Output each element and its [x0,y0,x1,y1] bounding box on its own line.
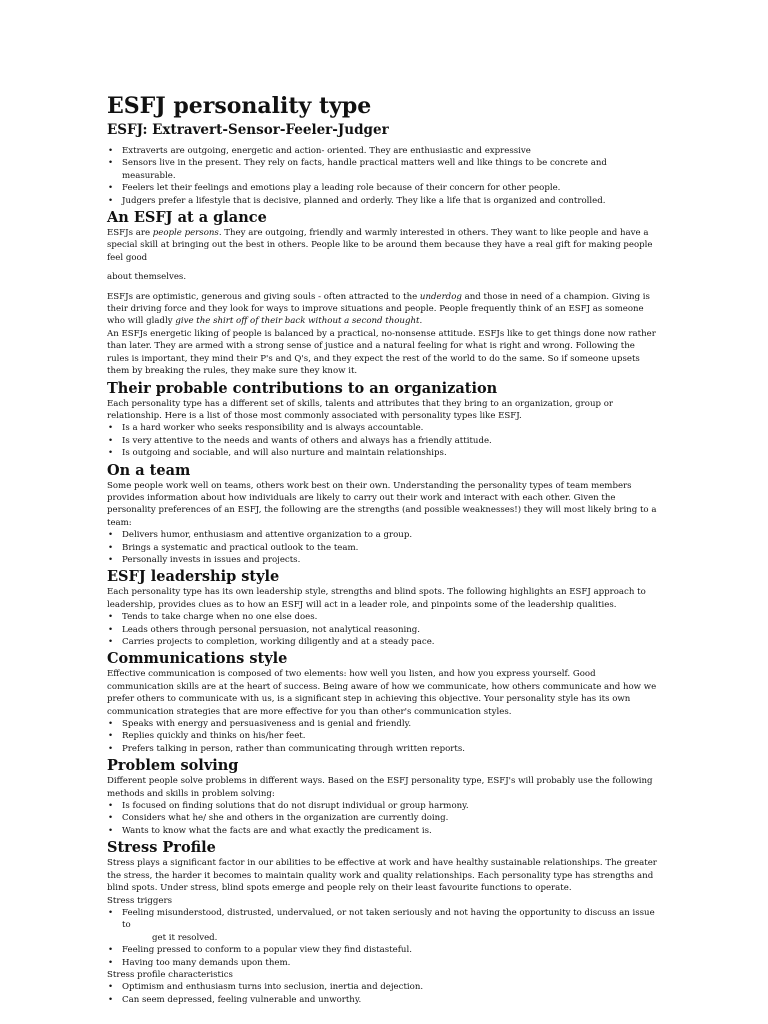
contributions-list [107,422,659,459]
list-item: • Tends to take charge when no one else does. [107,611,659,623]
stress-triggers-label: Stress triggers [107,895,173,906]
list-item: • Having too many demands upon them. [107,957,659,969]
list-item: • Is outgoing and sociable, and will also nurture and maintain relationships. [107,447,659,459]
team-text: Some people work well on teams, others work best on their own. Understanding the personality types of team members provides information about how individuals are likely to carry out their work and interact with each other. Given the personality preferences of an ESFJ, the following are the strengths (and possible weaknesses!) they will most likely bring to a team: [107,480,657,528]
section-heading-contributions: Their probable contributions to an organization [107,379,498,397]
text-run: ESFJs are optimistic, generous and giving souls - often attracted to the [107,291,420,302]
glance-paragraph-1 [107,227,659,264]
list-item: • Feeling pressed to conform to a popular view they find distasteful. [107,944,659,956]
section-heading-stress: Stress Profile [107,839,216,857]
list-item: • Personally invests in issues and projects. [107,554,659,566]
leadership-list [107,611,659,648]
text-run: ESFJs are [107,228,153,239]
glance-paragraph-3: An ESFJs energetic liking of people is balanced by a practical, no-nonsense attitude. ESFJs like to get things done now rather than later. They are armed with a strong sense of justice and a natural feeling for what is right and wrong. Following the rules is important, they mind their P's and Q's, and they expect the rest of the world to do the same. So if someone upsets them by breaking the rules, they make sure they know it. [107,328,656,377]
list-item: • Delivers humor, enthusiasm and attentive organization to a group. [107,529,659,541]
problem-list [107,800,659,837]
emphasis-text: underdog [419,291,462,302]
list-item: • Feelers let their feelings and emotions play a leading role because of their concern for other people. [107,182,659,194]
list-item: • Replies quickly and thinks on his/her feet. [107,730,659,742]
stress-text: Stress plays a significant factor in our abilities to be effective at work and have healthy sustainable relationships. The greater the stress, the harder it becomes to maintain quality work and quality relationships. Each personality type has strengths and blind spots. Under stress, blind spots emerge and people rely on their least favourite functions to operate. [107,858,657,894]
communications-list [107,718,659,755]
text-run: Feeling misunderstood, distrusted, undervalued, or not taken seriously and not having the opportunity to discuss an issue to [122,907,655,931]
stress-characteristics-list [107,981,659,1006]
glance-paragraph-2 [107,291,659,328]
page-title: ESFJ personality type [107,93,372,119]
section-heading-leadership: ESFJ leadership style [107,568,280,586]
intro-bullet-list [107,145,659,207]
leadership-text: Each personality type has its own leadership style, strengths and blind spots. The following highlights an ESFJ approach to leadership, provides clues as to how an ESFJ will act in a leader role, and pinpoints some of the leadership qualities. [107,587,646,610]
page-subtitle: ESFJ: Extravert-Sensor-Feeler-Judger [107,122,389,138]
list-item: • Judgers prefer a lifestyle that is decisive, planned and orderly. They like a life that is organized and controlled. [107,195,659,207]
list-item: • Is focused on finding solutions that do not disrupt individual or group harmony. [107,800,659,812]
problem-text: Different people solve problems in different ways. Based on the ESFJ personality type, ESFJ's will probably use the following methods and skills in problem solving: [107,776,653,799]
list-item: • Prefers talking in person, rather than communicating through written reports. [107,743,659,755]
list-item: • Carries projects to completion, working diligently and at a steady pace. [107,636,659,648]
communications-text: Effective communication is composed of two elements: how well you listen, and how you express yourself. Good communication skills are at the heart of success. Being aware of how we communicate, how others communicate and how we prefer others to communicate with us, is a significant step in achieving this objective. Your personality style has its own communication strategies that are more effective for you than other's communication styles. [107,669,657,717]
team-list [107,529,659,566]
list-item: • Leads others through personal persuasion, not analytical reasoning. [107,624,659,636]
list-item [107,907,659,944]
section-heading-communications: Communications style [107,650,288,668]
list-item: • Extraverts are outgoing, energetic and action- oriented. They are enthusiastic and expressive [107,145,659,157]
list-item: • Optimism and enthusiasm turns into seclusion, inertia and dejection. [107,981,659,993]
list-item: • Considers what he/ she and others in the organization are currently doing. [107,812,659,824]
list-item: • Wants to know what the facts are and what exactly the predicament is. [107,825,659,837]
stress-characteristics-label: Stress profile characteristics [107,969,233,980]
contributions-text: Each personality type has a different set of skills, talents and attributes that they bring to an organization, group or relationship. Here is a list of those most commonly associated with personality types like ESFJ. [107,398,614,421]
section-heading-glance: An ESFJ at a glance [107,209,267,227]
list-item: • Brings a systematic and practical outlook to the team. [107,542,659,554]
section-heading-team: On a team [107,461,191,479]
text-run: and those in need of a champion. Giving is their driving force and they look for ways to improve situations and people. People frequently think of an ESFJ as someone who will gladly [107,291,650,327]
list-item: • Speaks with energy and persuasiveness and is genial and friendly. [107,718,659,730]
list-item: • Is very attentive to the needs and wants of others and always has a friendly attitude. [107,435,659,447]
list-item: • Can seem depressed, feeling vulnerable and unworthy. [107,994,659,1006]
stress-triggers-list [107,907,659,969]
glance-paragraph-1-end: about themselves. [107,272,187,283]
text-run: get it resolved. [152,932,218,943]
document-page [107,93,659,1006]
list-item: • Sensors live in the present. They rely on facts, handle practical matters well and like things to be concrete and measurable. [107,157,659,182]
emphasis-text: give the shirt off of their back without a second thought. [175,316,423,327]
section-heading-problem-solving: Problem solving [107,757,239,775]
emphasis-text: people persons [152,228,219,239]
text-run: . They are outgoing, friendly and warmly interested in others. They want to like people and have a special skill at bringing out the best in others. People like to be around them because they have a real gift for making people feel good [107,228,653,263]
list-item: • Is a hard worker who seeks responsibility and is always accountable. [107,422,659,434]
